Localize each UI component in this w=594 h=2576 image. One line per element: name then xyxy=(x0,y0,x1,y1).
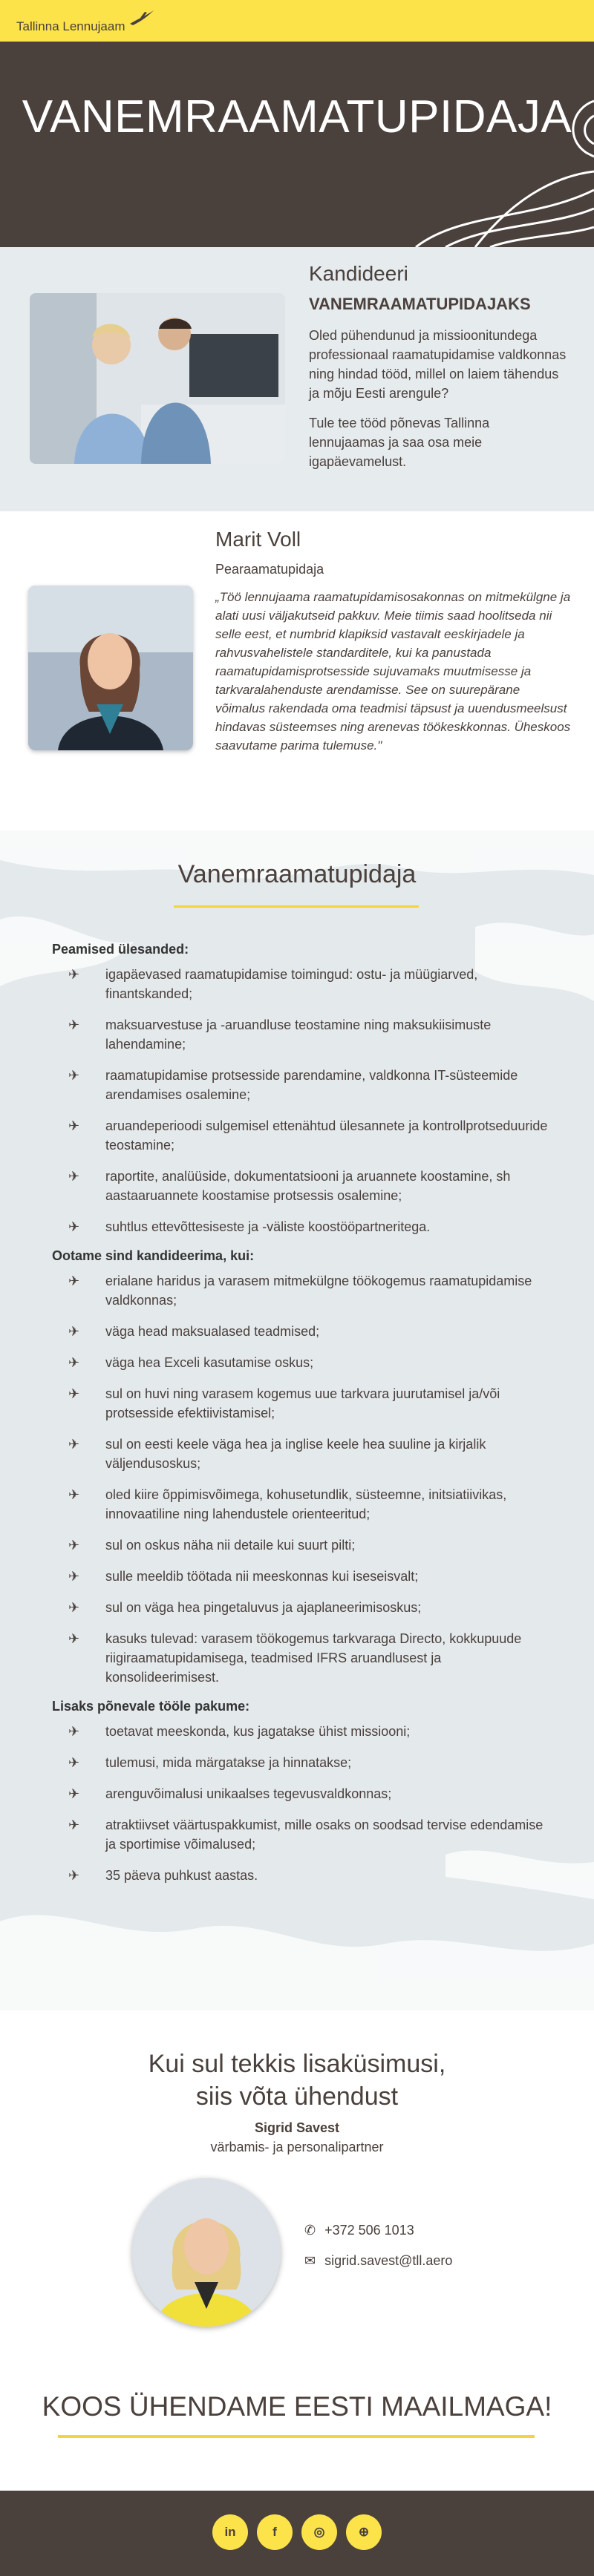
globe-icon[interactable]: ⊕ xyxy=(346,2514,382,2550)
airplane-bullet-icon: ✈ xyxy=(68,1538,80,1553)
apply-subhead: VANEMRAAMATUPIDAJAKS xyxy=(309,295,531,313)
list-item-text: toetavat meeskonda, kus jagatakse ühist missiooni; xyxy=(105,1724,411,1739)
list-item xyxy=(52,1435,549,1473)
airplane-bullet-icon: ✈ xyxy=(68,1324,80,1339)
apply-kicker: Kandideeri xyxy=(309,262,408,285)
contact-phone[interactable]: +372 506 1013 xyxy=(324,2223,414,2238)
list-item-text: väga hea Exceli kasutamise oskus; xyxy=(105,1355,314,1370)
list-item xyxy=(52,1629,549,1687)
list-item xyxy=(52,1722,549,1741)
list-item xyxy=(52,1167,549,1205)
top-bar xyxy=(0,0,594,42)
slogan-underline xyxy=(58,2435,535,2438)
footer xyxy=(0,2491,594,2576)
list-item-text: sul on oskus näha nii detaile kui suurt pilti; xyxy=(105,1538,356,1553)
airplane-bullet-icon: ✈ xyxy=(68,1068,80,1083)
list-item-text: arenguvõimalusi unikaalses tegevusvaldkonnas; xyxy=(105,1786,392,1801)
list-item-text: aruandeperioodi sulgemisel ettenähtud ülesannete ja kontrollprotseduuride teostamine; xyxy=(105,1118,548,1153)
job-body xyxy=(52,942,549,1897)
phone-icon: ✆ xyxy=(304,2223,316,2238)
contact-phone-row[interactable] xyxy=(304,2223,452,2238)
airplane-bullet-icon: ✈ xyxy=(68,1386,80,1401)
logo[interactable] xyxy=(16,9,155,34)
list-item-text: igapäevased raamatupidamise toimingud: ostu- ja müügiarved, finantskanded; xyxy=(105,967,478,1001)
airplane-bullet-icon: ✈ xyxy=(68,1274,80,1288)
airplane-bullet-icon: ✈ xyxy=(68,1569,80,1584)
logo-text: Tallinna Lennujaam xyxy=(16,19,125,33)
intro-paragraph-2: Tule tee tööd põnevas Tallinna lennujaamas ja saa osa meie igapäevamelust. xyxy=(309,416,490,469)
list-item-text: suhtlus ettevõttesiseste ja -väliste koostööpartneritega. xyxy=(105,1219,431,1234)
job-title: Vanemraamatupidaja xyxy=(177,860,417,888)
testimonial-photo xyxy=(28,586,193,750)
airplane-bullet-icon: ✈ xyxy=(68,1355,80,1370)
airplane-bullet-icon: ✈ xyxy=(68,1868,80,1883)
list-item-text: oled kiire õppimisvõimega, kohusetundlik, süsteemne, initsiatiivikas, innovaatiline ning lahendustele orienteeritud; xyxy=(105,1487,507,1521)
list-item xyxy=(52,1815,549,1854)
hero-banner xyxy=(0,42,594,247)
airplane-bullet-icon: ✈ xyxy=(68,1487,80,1502)
airplane-bullet-icon: ✈ xyxy=(68,1169,80,1184)
list-item xyxy=(52,1536,549,1555)
list-item xyxy=(52,1753,549,1772)
airplane-bullet-icon: ✈ xyxy=(68,1755,80,1770)
list-item-text: sul on eesti keele väga hea ja inglise keele hea suuline ja kirjalik väljendusoskus; xyxy=(105,1437,486,1471)
instagram-icon[interactable]: ◎ xyxy=(301,2514,337,2550)
list-item-text: erialane haridus ja varasem mitmekülgne töökogemus raamatupidamise valdkonnas; xyxy=(105,1274,532,1308)
list-item xyxy=(52,1015,549,1054)
slogan-section xyxy=(0,2348,594,2491)
list-item-text: kasuks tulevad: varasem töökogemus tarkvaraga Directo, kokkupuude riigiraamatupidamisega, teadmised IFRS aruandlusest ja konsolideerimisest. xyxy=(105,1631,522,1685)
list-item xyxy=(52,1598,549,1617)
testimonial-role: Pearaamatupidaja xyxy=(215,562,324,577)
list-item-text: sul on huvi ning varasem kogemus uue tarkvara juurutamisel ja/või protsesside efektiivistamisel; xyxy=(105,1386,500,1420)
testimonial-quote: „Töö lennujaama raamatupidamisosakonnas on mitmekülgne ja alati uusi väljakutseid pakkuv. Meie tiimis saad hoolitseda nii selle eest, et numbrid klapiksid vastavalt eeskirjadele ja rahvusvahelistele standarditele, kui ka panustada raamatupidamisprotsesside sujuvamaks muutmisesse ja tarkvaralahenduste arendamisse. See on suurepärane võimalus rakendada oma teadmisi täpsust ja uuendusmeelsust hindavas süsteemses ning arenevas töökeskkonnas. Üheskoos saavutame parima tulemuse." xyxy=(215,590,571,753)
contact-role: värbamis- ja personalipartner xyxy=(210,2140,384,2154)
list-item xyxy=(52,1116,549,1155)
list-item-text: tulemusi, mida märgatakse ja hinnatakse; xyxy=(105,1755,352,1770)
list-item xyxy=(52,1217,549,1236)
title-underline xyxy=(174,905,419,908)
list-item-text: väga head maksualased teadmised; xyxy=(105,1324,320,1339)
linkedin-icon[interactable]: in xyxy=(212,2514,248,2550)
contact-title-line-2: siis võta ühendust xyxy=(195,2082,399,2111)
candidate-section xyxy=(0,247,594,511)
list-item-text: atraktiivset väärtuspakkumist, mille osaks on soodsad tervise edendamise ja sportimise võimalused; xyxy=(105,1818,544,1852)
airplane-bullet-icon: ✈ xyxy=(68,1017,80,1032)
list-item xyxy=(52,1784,549,1803)
list-item xyxy=(52,1322,549,1341)
contact-email[interactable]: sigrid.savest@tll.aero xyxy=(324,2253,453,2268)
airplane-bullet-icon: ✈ xyxy=(68,1724,80,1739)
job-group-heading: Peamised ülesanded: xyxy=(52,942,189,957)
list-item xyxy=(52,1866,549,1885)
hero-contour-decoration xyxy=(0,42,594,247)
contact-name: Sigrid Savest xyxy=(254,2120,340,2135)
list-item-text: sul on väga hea pingetaluvus ja ajaplaneerimisoskus; xyxy=(105,1600,422,1615)
airplane-bullet-icon: ✈ xyxy=(68,1818,80,1832)
envelope-icon: ✉ xyxy=(304,2253,316,2268)
job-description-section xyxy=(0,830,594,2010)
office-team-photo xyxy=(30,293,285,464)
job-group-heading: Ootame sind kandideerima, kui: xyxy=(52,1248,255,1263)
list-item xyxy=(52,1567,549,1586)
list-item xyxy=(52,1485,549,1524)
list-item-text: sulle meeldib töötada nii meeskonnas kui iseseisvalt; xyxy=(105,1569,419,1584)
job-group-heading: Lisaks põnevale tööle pakume: xyxy=(52,1699,250,1714)
airplane-bullet-icon: ✈ xyxy=(68,967,80,982)
plane-logo-icon xyxy=(128,9,155,28)
airplane-bullet-icon: ✈ xyxy=(68,1600,80,1615)
airplane-bullet-icon: ✈ xyxy=(68,1631,80,1646)
contact-email-row[interactable] xyxy=(304,2253,452,2269)
intro-paragraph-1: Oled pühendunud ja missioonitundega professionaal raamatupidamise valdkonnas ning hindad tööd, millel on laiem tähendus ja mõju Eesti arengule? xyxy=(309,328,567,401)
testimonial-name: Marit Voll xyxy=(215,528,301,551)
list-item-text: maksuarvestuse ja -aruandluse teostamine ning maksukiisimuste lahendamine; xyxy=(105,1017,492,1052)
social-links xyxy=(212,2514,382,2550)
list-item xyxy=(52,1271,549,1310)
contact-title-line-1: Kui sul tekkis lisaküsimusi, xyxy=(148,2050,446,2078)
contact-photo xyxy=(132,2178,281,2327)
contact-title xyxy=(0,2048,594,2113)
facebook-icon[interactable]: f xyxy=(257,2514,293,2550)
list-item-text: 35 päeva puhkust aastas. xyxy=(105,1868,258,1883)
airplane-bullet-icon: ✈ xyxy=(68,1786,80,1801)
list-item xyxy=(52,1353,549,1372)
list-item xyxy=(52,1384,549,1423)
airplane-bullet-icon: ✈ xyxy=(68,1219,80,1234)
list-item-text: raportite, analüüside, dokumentatsiooni ja aruannete koostamine, sh aastaaruannete koostamise protsessis osalemine; xyxy=(105,1169,511,1203)
list-item xyxy=(52,965,549,1003)
list-item xyxy=(52,1066,549,1104)
list-item-text: raamatupidamise protsesside parendamine, valdkonna IT-süsteemide arendamises osalemine; xyxy=(105,1068,518,1102)
page-title: VANEMRAAMATUPIDAJA xyxy=(22,91,572,142)
contact-section xyxy=(0,2010,594,2348)
airplane-bullet-icon: ✈ xyxy=(68,1437,80,1452)
slogan-text: KOOS ÜHENDAME EESTI MAAILMAGA! xyxy=(42,2391,552,2422)
airplane-bullet-icon: ✈ xyxy=(68,1118,80,1133)
testimonial-section xyxy=(0,511,594,830)
